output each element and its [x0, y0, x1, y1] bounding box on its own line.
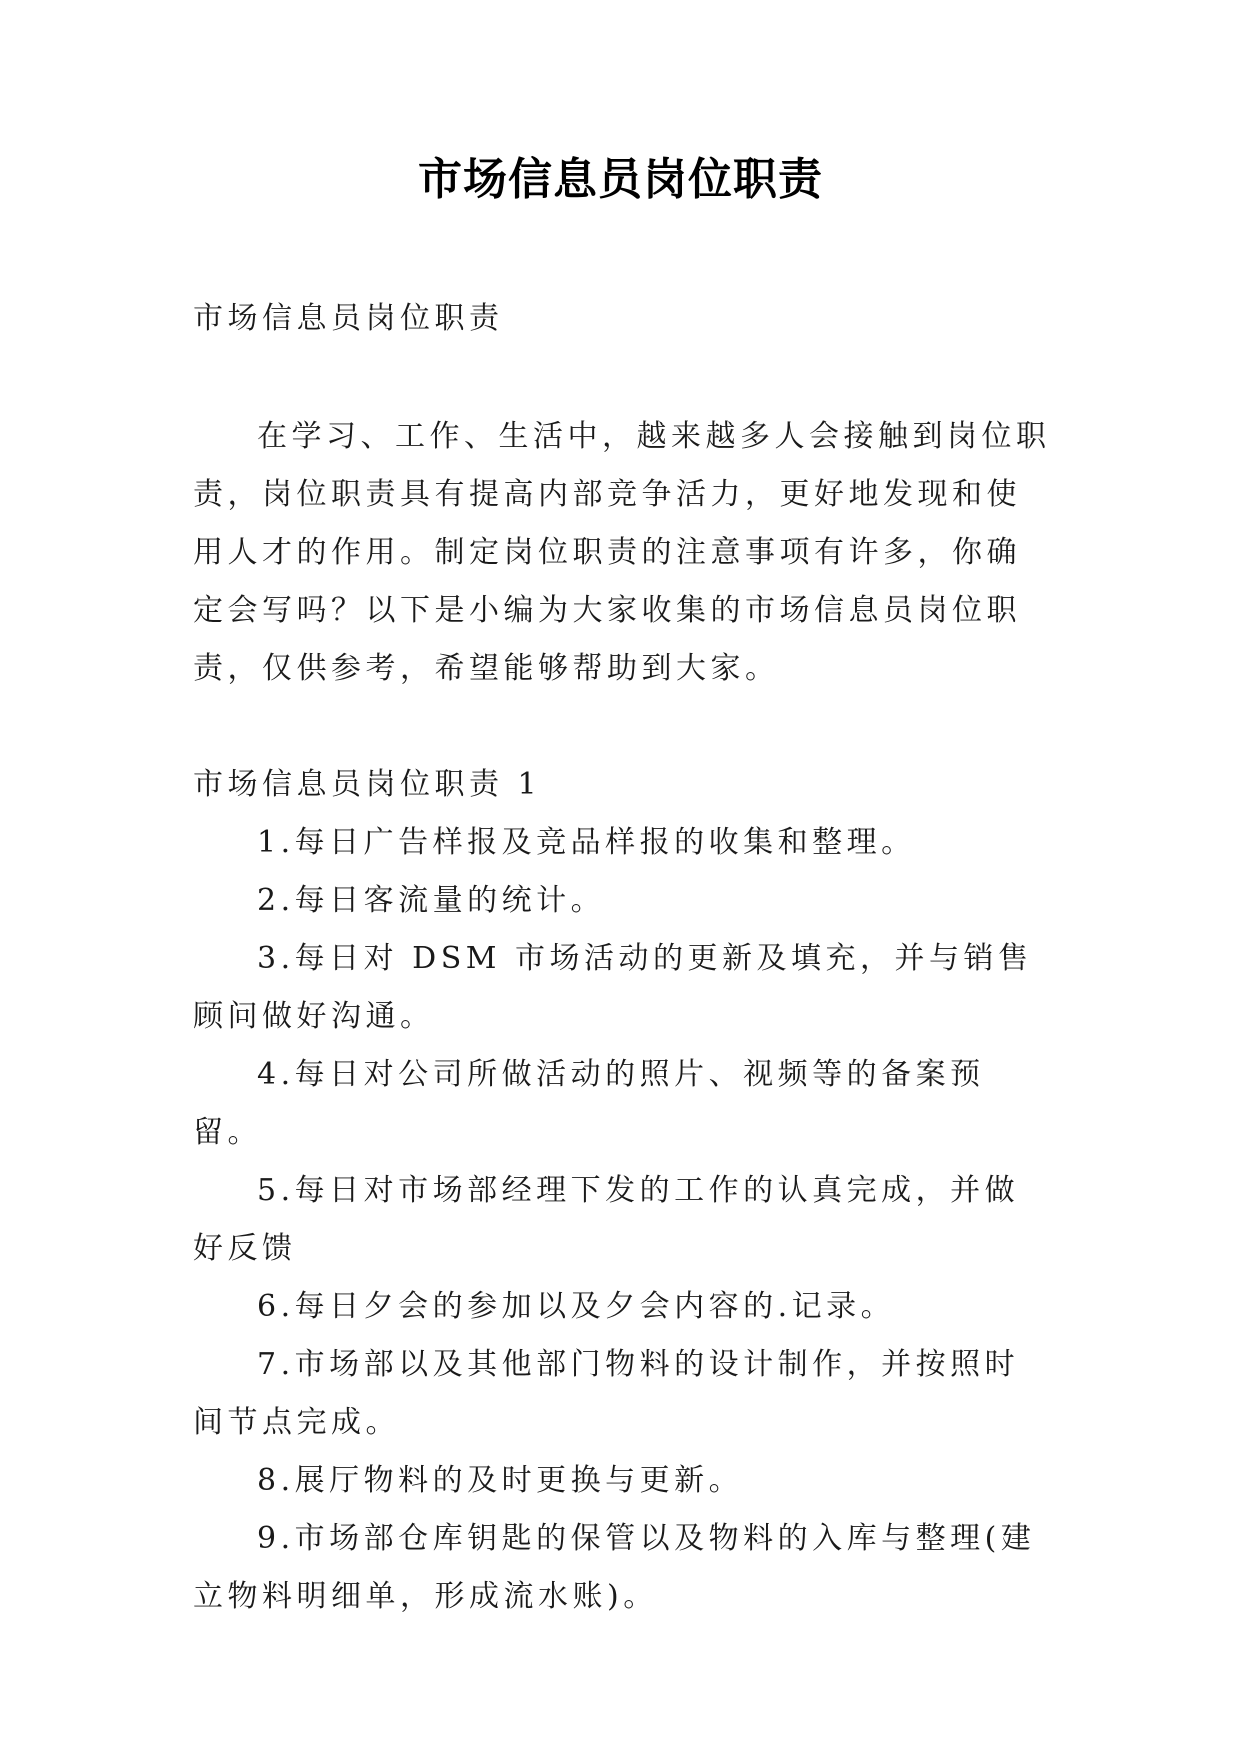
- list-item: 4.每日对公司所做活动的照片、视频等的备案预留。: [193, 1057, 985, 1150]
- list-item: 3.每日对 DSM 市场活动的更新及填充，并与销售顾问做好沟通。: [193, 941, 1033, 1034]
- list-item: 2.每日客流量的统计。: [257, 883, 606, 918]
- list-item: 8.展厅物料的及时更换与更新。: [257, 1463, 744, 1498]
- list-item: 7.市场部以及其他部门物料的设计制作，并按照时间节点完成。: [193, 1347, 1020, 1440]
- document-body: [193, 290, 1053, 1626]
- subtitle: 市场信息员岗位职责: [193, 301, 504, 336]
- section-heading: 市场信息员岗位职责 1: [193, 767, 542, 802]
- list-item: 1.每日广告样报及竞品样报的收集和整理。: [257, 825, 916, 860]
- list-item: 9.市场部仓库钥匙的保管以及物料的入库与整理(建立物料明细单，形成流水账)。: [193, 1521, 1036, 1614]
- document-title: 市场信息员岗位职责: [418, 154, 823, 205]
- list-item: 6.每日夕会的参加以及夕会内容的.记录。: [257, 1289, 896, 1324]
- list-item: 5.每日对市场部经理下发的工作的认真完成，并做好反馈: [193, 1173, 1020, 1266]
- intro-paragraph: 在学习、工作、生活中，越来越多人会接触到岗位职责，岗位职责具有提高内部竞争活力，更好地发现和使用人才的作用。制定岗位职责的注意事项有许多，你确定会写吗？以下是小编为大家收集的市场信息员岗位职责，仅供参考，希望能够帮助到大家。: [193, 419, 1051, 686]
